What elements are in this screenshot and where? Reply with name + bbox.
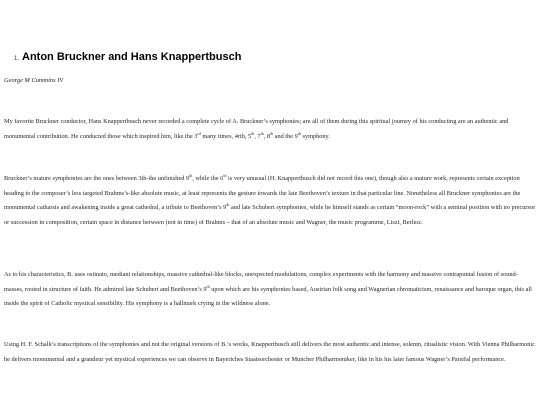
title-row xyxy=(14,51,241,63)
ordinal-suffix: rd xyxy=(197,130,201,136)
text-run: Bruckner’s mature symphonies are the ones between 3th-the unfinished 9 xyxy=(4,175,190,182)
author-name: George M Cummins IV xyxy=(4,77,64,84)
ordinal-suffix: th xyxy=(260,130,264,136)
ordinal-suffix: th xyxy=(223,172,227,178)
paragraph-4 xyxy=(4,338,536,367)
page-title: Anton Bruckner and Hans Knappertbusch xyxy=(22,51,242,63)
text-run: As to his characteristics, B. uses ostinato, mediant relationships, massive cathedral-like blocks, unexpected modulations, complex experiments with the harmony and massive contrapuntal fusion of sound-masses, rooted in structure of faith. He admired late Schubert and Beethoven’s 9 xyxy=(4,271,518,293)
text-run: Using H. F. Schalk’s transcriptions of the symphonies and not the original versions of B.’s works, Knappertbusch still delivers the most authentic and intense, solemn, ritualistic vision. With Vienna Philharmonic he delivers monumental and a grandeur yet mystical experiences we can observe in Bayeriches Staatsorchester or Muncher Philharmoniker, like in his his later famous Wagner’s Parsifal performance. xyxy=(4,341,535,363)
ordinal-suffix: th xyxy=(206,283,210,289)
text-run: , while the 6 xyxy=(192,175,224,182)
ordinal-suffix: th xyxy=(189,172,193,178)
paragraph-2 xyxy=(4,172,536,230)
ordinal-suffix: th xyxy=(269,130,274,136)
ordinal-suffix: th xyxy=(251,130,255,136)
text-run: upon which are his symphonies based, Austrian folk song and Wagnerian chromaticism, renaissance and baroque organ, this all inside the spirit of Catholic mystical sensibility. His symphony is a hallmark crying in the wildness alone. xyxy=(4,285,532,307)
text-run: symphony. xyxy=(300,132,330,140)
text-run: , 8 xyxy=(263,132,270,140)
paragraph-1 xyxy=(4,115,536,144)
title-number: 1. xyxy=(14,56,20,62)
text-run: My favorite Bruckner conductor, Hans Knappertbusch never recorded a complete cycle of A. Bruckner’s symphonies; are all of them during this spiritual journey of his conducting are an authentic and monumental contribution. He conducted those which inspired him, like the 3 xyxy=(4,118,509,140)
paragraph-3 xyxy=(4,268,536,312)
text-run: and late Schubert symphonies, while he himself stands as certain “moon-rock” with a seminal position with no precursor or succession in composition, certain space in distance between (not in time) of Brahms – that of an absolute music and Wagner, the music programme, Liszt, Berlioz. xyxy=(4,204,536,226)
ordinal-suffix: th xyxy=(297,130,301,136)
ordinal-suffix: th xyxy=(226,201,230,207)
text-run: many times, 4rth, 5 xyxy=(200,132,252,140)
text-run: and the 9 xyxy=(273,132,298,140)
text-run: is very unusual (H. Knappertbusch did not record this one), though also a mature work, represents certain exception heading to the composer’s less targeted Brahms’s-like absolute music, at least represents the gesture towards the late Beethoven’s texture in that particular line. Nonetheless all Bruckner symphonies are the monumental catharsis and awakening inside a great cathedral, a tribute to Beethoven’s 9 xyxy=(4,175,521,211)
text-run: , 7 xyxy=(254,132,261,140)
